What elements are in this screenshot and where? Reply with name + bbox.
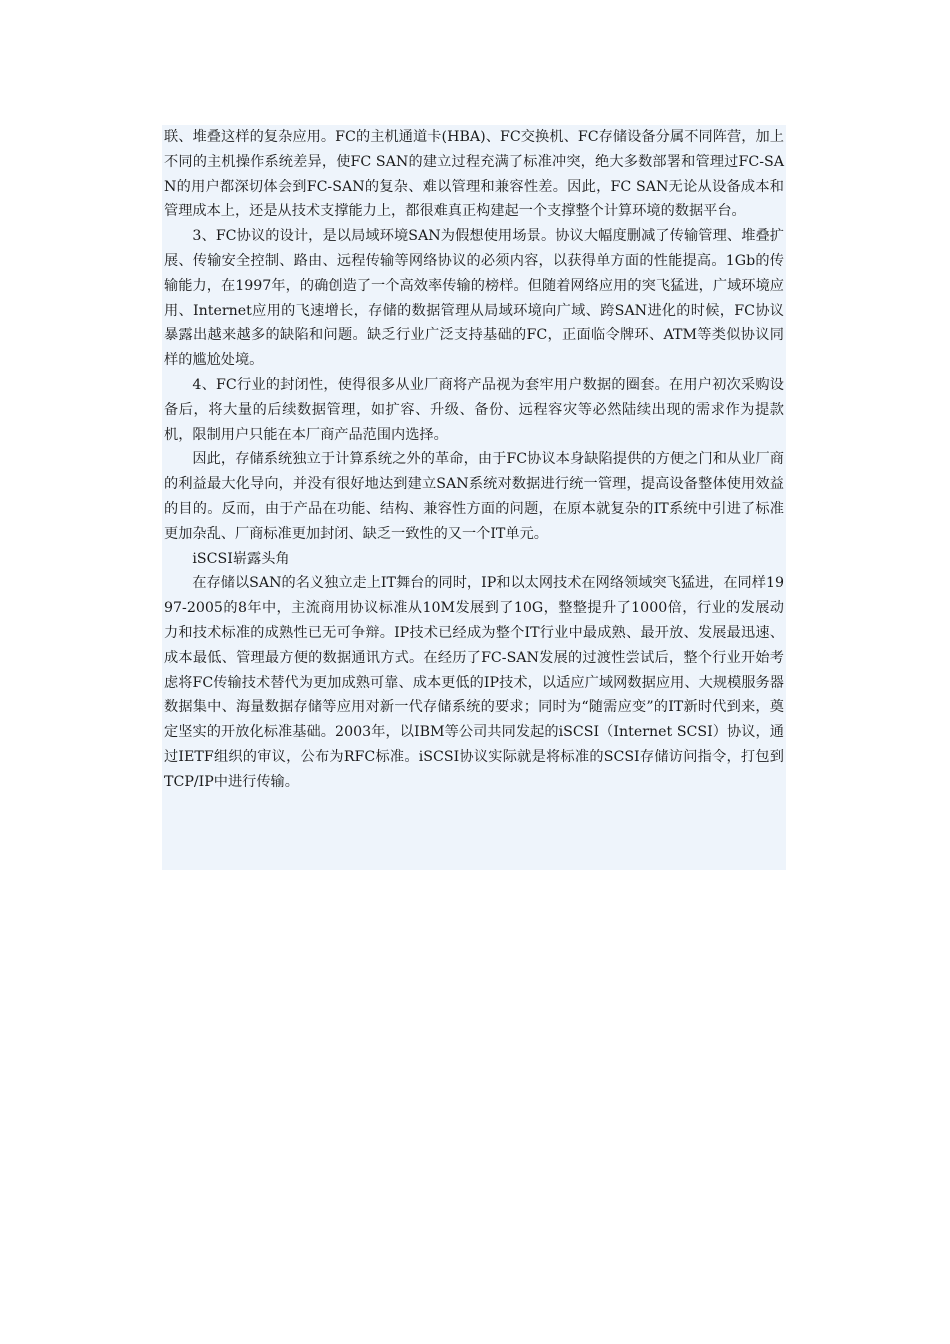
paragraph-conclusion: 因此，存储系统独立于计算系统之外的革命，由于FC协议本身缺陷提供的方便之门和从业厂商的利益最大化导向，并没有很好地达到建立SAN系统对数据进行统一管理，提高设备整体使用效益的目的。反而，由于产品在功能、结构、兼容性方面的问题，在原本就复杂的IT系统中引进了标准更加杂乱、厂商标准更加封闭、缺乏一致性的又一个IT单元。 bbox=[164, 451, 784, 542]
paragraph-fc-protocol-design: 3、FC协议的设计，是以局域环境SAN为假想使用场景。协议大幅度删减了传输管理、堆叠扩展、传输安全控制、路由、远程传输等网络协议的必须内容，以获得单方面的性能提高。1Gb的传输能力，在1997年，的确创造了一个高效率传输的榜样。但随着网络应用的突飞猛进，广域环境应用、Internet应用的飞速增长，存储的数据管理从局域环境向广域、跨SAN进化的时候，FC协议暴露出越来越多的缺陷和问题。缺乏行业广泛支持基础的FC，正面临令牌环、ATM等类似协议同样的尴尬处境。 bbox=[164, 228, 784, 369]
document-text-block bbox=[162, 125, 786, 870]
section-heading-iscsi: iSCSI崭露头角 bbox=[192, 550, 290, 567]
paragraph-fc-closed-industry: 4、FC行业的封闭性，使得很多从业厂商将产品视为套牢用户数据的圈套。在用户初次采购设备后，将大量的后续数据管理，如扩容、升级、备份、远程容灾等必然陆续出现的需求作为提款机，限制用户只能在本厂商产品范围内选择。 bbox=[164, 376, 784, 443]
paragraph-fc-complexity: 联、堆叠这样的复杂应用。FC的主机通道卡(HBA)、FC交换机、FC存储设备分属不同阵营，加上不同的主机操作系统差异，使FC SAN的建立过程充满了标准冲突，绝大多数部署和管理过FC-SAN的用户都深切体会到FC-SAN的复杂、难以管理和兼容性差。因此，FC SAN无论从设备成本和管理成本上，还是从技术支撑能力上，都很难真正构建起一个支撑整个计算环境的数据平台。 bbox=[164, 129, 784, 220]
paragraph-iscsi-intro: 在存储以SAN的名义独立走上IT舞台的同时，IP和以太网技术在网络领域突飞猛进，在同样1997-2005的8年中，主流商用协议标准从10M发展到了10G，整整提升了1000倍，行业的发展动力和技术标准的成熟性已无可争辩。IP技术已经成为整个IT行业中最成熟、最开放、发展最迅速、成本最低、管理最方便的数据通讯方式。在经历了FC-SAN发展的过渡性尝试后，整个行业开始考虑将FC传输技术替代为更加成熟可靠、成本更低的IP技术，以适应广域网数据应用、大规模服务器数据集中、海量数据存储等应用对新一代存储系统的要求；同时为“随需应变”的IT新时代到来，奠定坚实的开放化标准基础。2003年，以IBM等公司共同发起的iSCSI（Internet SCSI）协议，通过IETF组织的审议，公布为RFC标准。iSCSI协议实际就是将标准的SCSI存储访问指令，打包到TCP/IP中进行传输。 bbox=[164, 575, 784, 790]
